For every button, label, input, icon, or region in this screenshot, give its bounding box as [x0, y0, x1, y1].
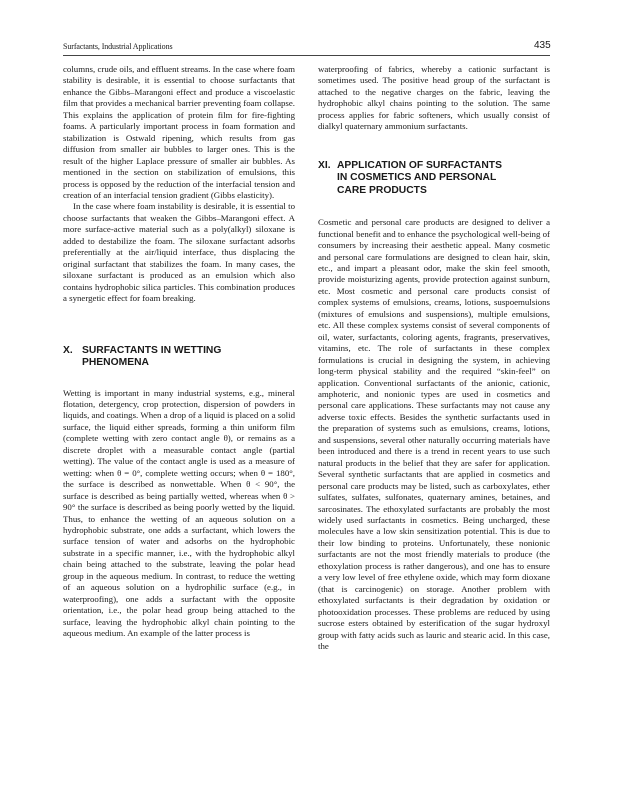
paragraph-foam-instability: In the case where foam instability is desirable, it is essential to choose surfactants that weaken the Gibbs–Marangoni effect. A more surface-active material such as a poly(alkyl) siloxane is added to destabilize the foam. The siloxane surfactant adsorbs preferentially at the air/liquid interface, thus displacing the original surfactant that stabilizes the foam. In many cases, the siloxane surfactant is produced as an emulsion which also contains hydrophobic silica particles. This combination produces a synergetic effect for foam breaking. [63, 201, 295, 304]
header-rule [63, 55, 550, 56]
section-title-line: CARE PRODUCTS [337, 184, 427, 196]
section-heading-cosmetics [318, 160, 550, 198]
running-title: Surfactants, Industrial Applications [63, 42, 173, 51]
paragraph-wetting: Wetting is important in many industrial systems, e.g., mineral flotation, detergency, crop protection, dispersion of powders in liquids, and coatings. When a drop of a liquid is placed on a solid surface, the liquid either spreads, forming a thin uniform film (complete wetting with zero contact angle θ), or remains as a discrete droplet with a measurable contact angle (partial wetting). The value of the contact angle is used as a measure of wetting: when θ = 0°, complete wetting occurs; when θ = 180°, the surface is described as nonwettable. When θ < 90°, the surface is described as being partially wetted, whereas when θ > 90° the surface is described as being poorly wetted by the liquid. Thus, to enhance the wetting of an aqueous solution on a hydrophobic substrate, one adds a surfactant, which lowers the surface tension of water and adsorbs on the hydrophobic substrate in a specific manner, i.e., with the hydrophobic alkyl chain being attached to the substrate, leaving the polar head group in the aqueous medium. In contrast, to reduce the wetting of an aqueous solution on a hydrophilic surface (e.g., in waterproofing), one adds a surfactant with the opposite orientation, i.e., the polar head group being attached to the surface, leaving the hydrophobic alkyl chain pointing to the aqueous medium. An example of the latter process is [63, 387, 295, 639]
paragraph-cosmetics: Cosmetic and personal care products are designed to deliver a functional benefit and to enhance the psychological well-being of consumers by increasing their aesthetic appeal. Many cosmetic and personal care formulations are designed to clean hair, skin, etc., and impart a pleasant odor, make the skin feel smooth, provide moisturizing agents, provide protection against sunburn, etc. Most cosmetic and personal care products consist of complex systems of emulsions, creams, lotions, suspoemulsions (mixtures of emulsions and suspensions), multiple emulsions, etc. All these complex systems consist of several components of oil, water, surfactants, coloring agents, fragrants, preservatives, vitamins, etc. The role of surfactants in these complex formulations is crucial in designing the system, in achieving long-term physical stability and the required “skin-feel” on application. Conventional surfactants of the anionic, cationic, amphoteric, and nonionic types are used in cosmetics and personal care applications. These surfactants may not cause any adverse toxic effects. Besides the synthetic surfactants used in the preparation of systems such as emulsions, creams, lotions, and suspensions, several other naturally occurring materials have been introduced and there is a trend in recent years to use such natural products in the belief that they are safer for application. Several synthetic surfactants that are applied in cosmetics and personal care products may be listed, such as carboxylates, ether sulfates, sulfates, sulfonates, quaternary amines, betaines, and sarcosinates. The ethoxylated surfactants are probably the most widely used surfactants in cosmetics. Being uncharged, these molecules have a low skin sensitization potential. This is due to their low binding to proteins. Unfortunately, these nonionic surfactants are not the most friendly materials to produce (the ethoxylation process is rather dangerous), and one has to ensure a very low level of free ethylene oxide, which may form dioxane (that is carcinogenic) on storage. Another problem with ethoxylated surfactants is their degradation by oxidation or photooxidation processes. These problems are reduced by using sucrose esters obtained by esterification of the sugar hydroxyl group with fatty acids such as lauric and stearic acid. In this case, the [318, 217, 550, 651]
left-column [63, 64, 295, 639]
section-number: XI. [318, 159, 331, 171]
page-number: 435 [534, 40, 551, 51]
paragraph-foam-stability: columns, crude oils, and effluent streams. In the case where foam stability is desirable, it is essential to choose surfactants that enhance the Gibbs–Marangoni effect and produce a viscoelastic film that provides a mechanical barrier preventing foam collapse. This explains the application of protein film for fire-fighting foams. A particularly important process in foam formation and stabilization is Ostwald ripening, which results from gas diffusion from smaller air bubbles to larger ones. This is the result of the higher Laplace pressure of smaller air bubbles. As mentioned in the section on stabilization of emulsions, this process is opposed by the reduction of the interfacial tension and creation of an interfacial tension gradient (Gibbs elasticity). [63, 64, 295, 200]
section-number: X. [63, 344, 73, 356]
section-title-line: IN COSMETICS AND PERSONAL [337, 172, 497, 184]
section-title-line: PHENOMENA [82, 357, 149, 369]
section-heading-wetting [63, 345, 295, 370]
section-title-line: SURFACTANTS IN WETTING [82, 344, 222, 356]
section-title-line: APPLICATION OF SURFACTANTS [337, 159, 502, 171]
paragraph-waterproofing: waterproofing of fabrics, whereby a cationic surfactant is sometimes used. The positive head group of the surfactant is attached to the negative charges on the fabric, leaving the hydrophobic alkyl chains pointing to the solution. The same process applies for fabric softeners, which usually consist of dialkyl quaternary ammonium surfactants. [318, 64, 550, 132]
right-column [318, 64, 550, 652]
